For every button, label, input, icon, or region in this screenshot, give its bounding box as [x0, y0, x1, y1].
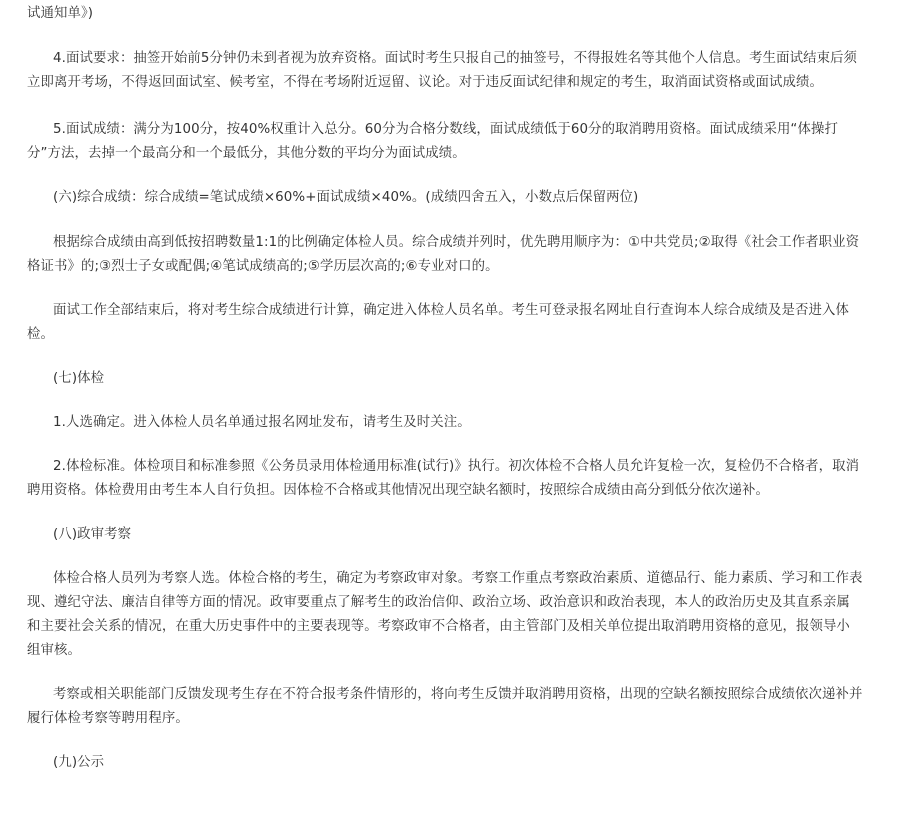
paragraph-interview-requirements: 4.面试要求：抽签开始前5分钟仍未到者视为放弃资格。面试时考生只报自己的抽签号，不得报姓名等其他个人信息。考生面试结束后须立即离开考场，不得返回面试室、候考室，不得在考场附近逗留、议论。对于违反面试纪律和规定的考生，取消面试资格或面试成绩。	[27, 51, 858, 90]
paragraph-composite-score: (六)综合成绩：综合成绩=笔试成绩×60%+面试成绩×40%。(成绩四舍五入，小数点后保留两位)	[53, 190, 639, 205]
paragraph-score-calculation: 面试工作全部结束后，将对考生综合成绩进行计算，确定进入体检人员名单。考生可登录报名网址自行查询本人综合成绩及是否进入体检。	[27, 303, 849, 342]
paragraph-ranking-rules: 根据综合成绩由高到低按招聘数量1:1的比例确定体检人员。综合成绩并列时，优先聘用顺序为：①中共党员;②取得《社会工作者职业资格证书》的;③烈士子女或配偶;④笔试成绩高的;⑤学历层次高的;⑥专业对口的。	[27, 235, 860, 274]
paragraph-candidate-selection: 1.人选确定。进入体检人员名单通过报名网址发布，请考生及时关注。	[53, 415, 471, 430]
section-heading-political-review: (八)政审考察	[53, 527, 132, 542]
paragraph-review-feedback: 考察或相关职能部门反馈发现考生存在不符合报考条件情形的，将向考生反馈并取消聘用资格，出现的空缺名额按照综合成绩依次递补并履行体检考察等聘用程序。	[27, 687, 863, 726]
paragraph-review-scope: 体检合格人员列为考察人选。体检合格的考生，确定为考察政审对象。考察工作重点考察政治素质、道德品行、能力素质、学习和工作表现、遵纪守法、廉洁自律等方面的情况。政审要重点了解考生的政治信仰、政治立场、政治意识和政治表现，本人的政治历史及其直系亲属和主要社会关系的情况，在重大历史事件中的主要表现等。考察政审不合格者，由主管部门及相关单位提出取消聘用资格的意见，报领导小组审核。	[27, 571, 863, 658]
section-heading-public-notice: (九)公示	[53, 755, 105, 770]
section-heading-physical-exam: (七)体检	[53, 371, 105, 386]
paragraph-interview-score: 5.面试成绩：满分为100分，按40%权重计入总分。60分为合格分数线，面试成绩低于60分的取消聘用资格。面试成绩采用“体操打分”方法，去掉一个最高分和一个最低分，其他分数的平均分为面试成绩。	[27, 122, 838, 161]
paragraph-exam-standards: 2.体检标准。体检项目和标准参照《公务员录用体检通用标准(试行)》执行。初次体检不合格人员允许复检一次，复检仍不合格者，取消聘用资格。体检费用由考生本人自行负担。因体检不合格或其他情况出现空缺名额时，按照综合成绩由高分到低分依次递补。	[27, 459, 860, 498]
article-body	[27, 0, 863, 775]
paragraph-notice-continuation: 试通知单》)	[27, 6, 94, 21]
